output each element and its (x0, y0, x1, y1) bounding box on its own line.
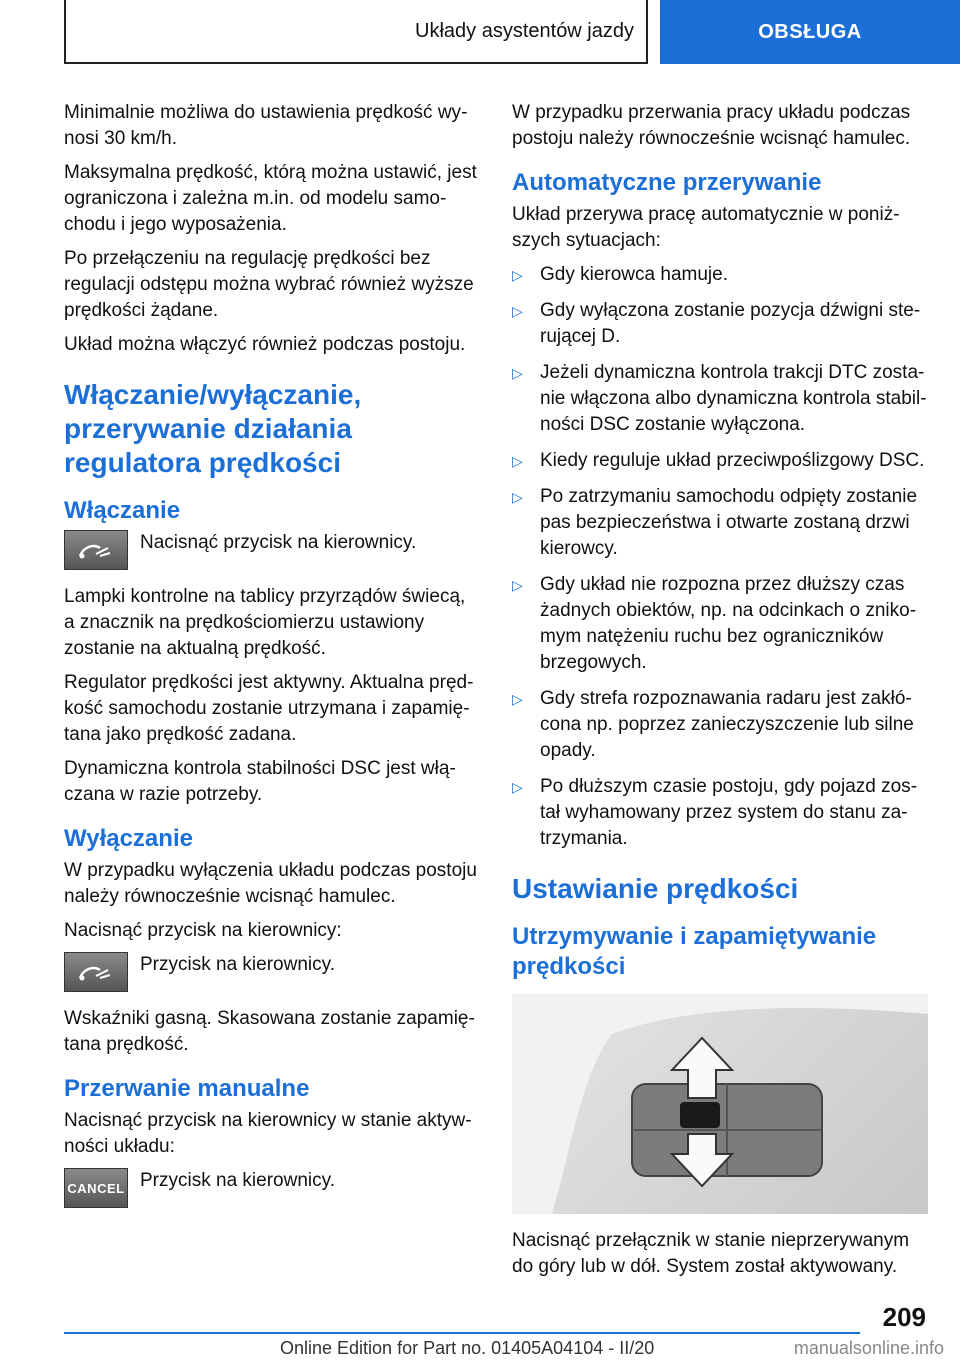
page-number: 209 (882, 1302, 926, 1332)
paragraph: Minimalnie możliwa do ustawienia prędkość wynosi 30 km/h. (64, 102, 468, 149)
cancel-button-icon (64, 1168, 128, 1208)
button-row (64, 530, 480, 570)
footer-divider (64, 1332, 860, 1334)
heading-manual-interrupt: Przerwanie manualne (64, 1075, 310, 1102)
left-column (64, 100, 480, 1222)
heading-switch-on: Włączanie (64, 497, 181, 524)
heading-keep-speed: Utrzymywanie i zapamiętywanie prędkości (512, 923, 877, 980)
list-item: ▷ Gdy układ nie rozpozna przez dłuższy czas żadnych obiektów, np. na odcinkach o znikomym natężeniu ruchu bez ograniczników brzegowych. (512, 572, 928, 676)
steering-wheel-switch-photo (512, 994, 928, 1214)
heading-set-speed: Ustawianie prędkości (512, 873, 799, 904)
cruise-control-button-icon (64, 952, 128, 992)
paragraph: Układ można włączyć również podczas postoju. (64, 334, 466, 355)
paragraph: Lampki kontrolne na tablicy przyrządów świecą, a znacznik na prędkościomierzu ustawiony zostanie na aktualną prędkość. (64, 586, 466, 659)
paragraph: Nacisnąć przełącznik w stanie nieprzerywanym do góry lub w dół. System został aktywowany. (512, 1230, 910, 1277)
edition-text: Online Edition for Part no. 01405A04104 - II/20 (280, 1338, 655, 1358)
button-caption: Nacisnąć przycisk na kierownicy. (140, 532, 417, 553)
triangle-bullet-icon: ▷ (512, 303, 523, 319)
cancel-label: CANCEL (67, 1180, 125, 1196)
triangle-bullet-icon: ▷ (512, 365, 523, 381)
cruise-control-button-icon (64, 530, 128, 570)
heading-switch-off: Wyłączanie (64, 825, 193, 852)
triangle-bullet-icon: ▷ (512, 577, 523, 593)
button-row (64, 1168, 480, 1208)
button-caption: Przycisk na kierownicy. (140, 954, 335, 975)
paragraph: Regulator prędkości jest aktywny. Aktualna prędkość samochodu zostanie utrzymana i zapamiętana jako prędkość zadana. (64, 672, 474, 745)
triangle-bullet-icon: ▷ (512, 779, 523, 795)
paragraph: Maksymalna prędkość, którą można ustawić, jest ograniczona i zależna m.in. od modelu samochodu i jego wyposażenia. (64, 162, 477, 235)
chapter-tab[interactable]: OBSŁUGA (660, 0, 960, 64)
button-row (64, 952, 480, 992)
list-item: ▷ Kiedy reguluje układ przeciwpoślizgowy DSC. (512, 448, 928, 474)
right-column (512, 100, 928, 1288)
section-title: Układy asystentów jazdy (64, 0, 648, 64)
triangle-bullet-icon: ▷ (512, 453, 523, 469)
triangle-bullet-icon: ▷ (512, 489, 523, 505)
list-item: ▷ Gdy wyłączona zostanie pozycja dźwigni sterującej D. (512, 298, 928, 350)
paragraph: Układ przerywa pracę automatycznie w poniższych sytuacjach: (512, 204, 900, 251)
paragraph: Dynamiczna kontrola stabilności DSC jest włączana w razie potrzeby. (64, 758, 456, 805)
paragraph: W przypadku przerwania pracy układu podczas postoju należy równocześnie wcisnąć hamulec. (512, 102, 911, 149)
list-item: ▷ Po dłuższym czasie postoju, gdy pojazd został wyhamowany przez system do stanu zatrzymania. (512, 774, 928, 852)
heading-auto-interrupt: Automatyczne przerywanie (512, 169, 822, 196)
page-header (64, 0, 960, 64)
list-item: ▷ Gdy kierowca hamuje. (512, 262, 928, 288)
paragraph: Wskaźniki gasną. Skasowana zostanie zapamiętana prędkość. (64, 1008, 475, 1055)
button-caption: Przycisk na kierownicy. (140, 1170, 335, 1191)
list-item: ▷ Po zatrzymaniu samochodu odpięty zostanie pas bezpieczeństwa i otwarte zostaną drzwi kierowcy. (512, 484, 928, 562)
paragraph: Po przełączeniu na regulację prędkości bez regulacji odstępu można wybrać również wyższe prędkości żądane. (64, 248, 474, 321)
list-item: ▷ Jeżeli dynamiczna kontrola trakcji DTC zostanie włączona albo dynamiczna kontrola stabilności DSC zostanie wyłączona. (512, 360, 928, 438)
paragraph: Nacisnąć przycisk na kierownicy: (64, 920, 342, 941)
triangle-bullet-icon: ▷ (512, 267, 523, 283)
paragraph: Nacisnąć przycisk na kierownicy w stanie aktywności układu: (64, 1110, 472, 1157)
paragraph: W przypadku wyłączenia układu podczas postoju należy równocześnie wcisnąć hamulec. (64, 860, 477, 907)
heading-main: Włączanie/wyłączanie, przerywanie działania regulatora prędkości (64, 379, 362, 478)
bullet-list (512, 262, 928, 852)
watermark: manualsonline.info (793, 1338, 944, 1358)
triangle-bullet-icon: ▷ (512, 691, 523, 707)
list-item: ▷ Gdy strefa rozpoznawania radaru jest zakłócona np. poprzez zanieczyszczenie lub silne opady. (512, 686, 928, 764)
